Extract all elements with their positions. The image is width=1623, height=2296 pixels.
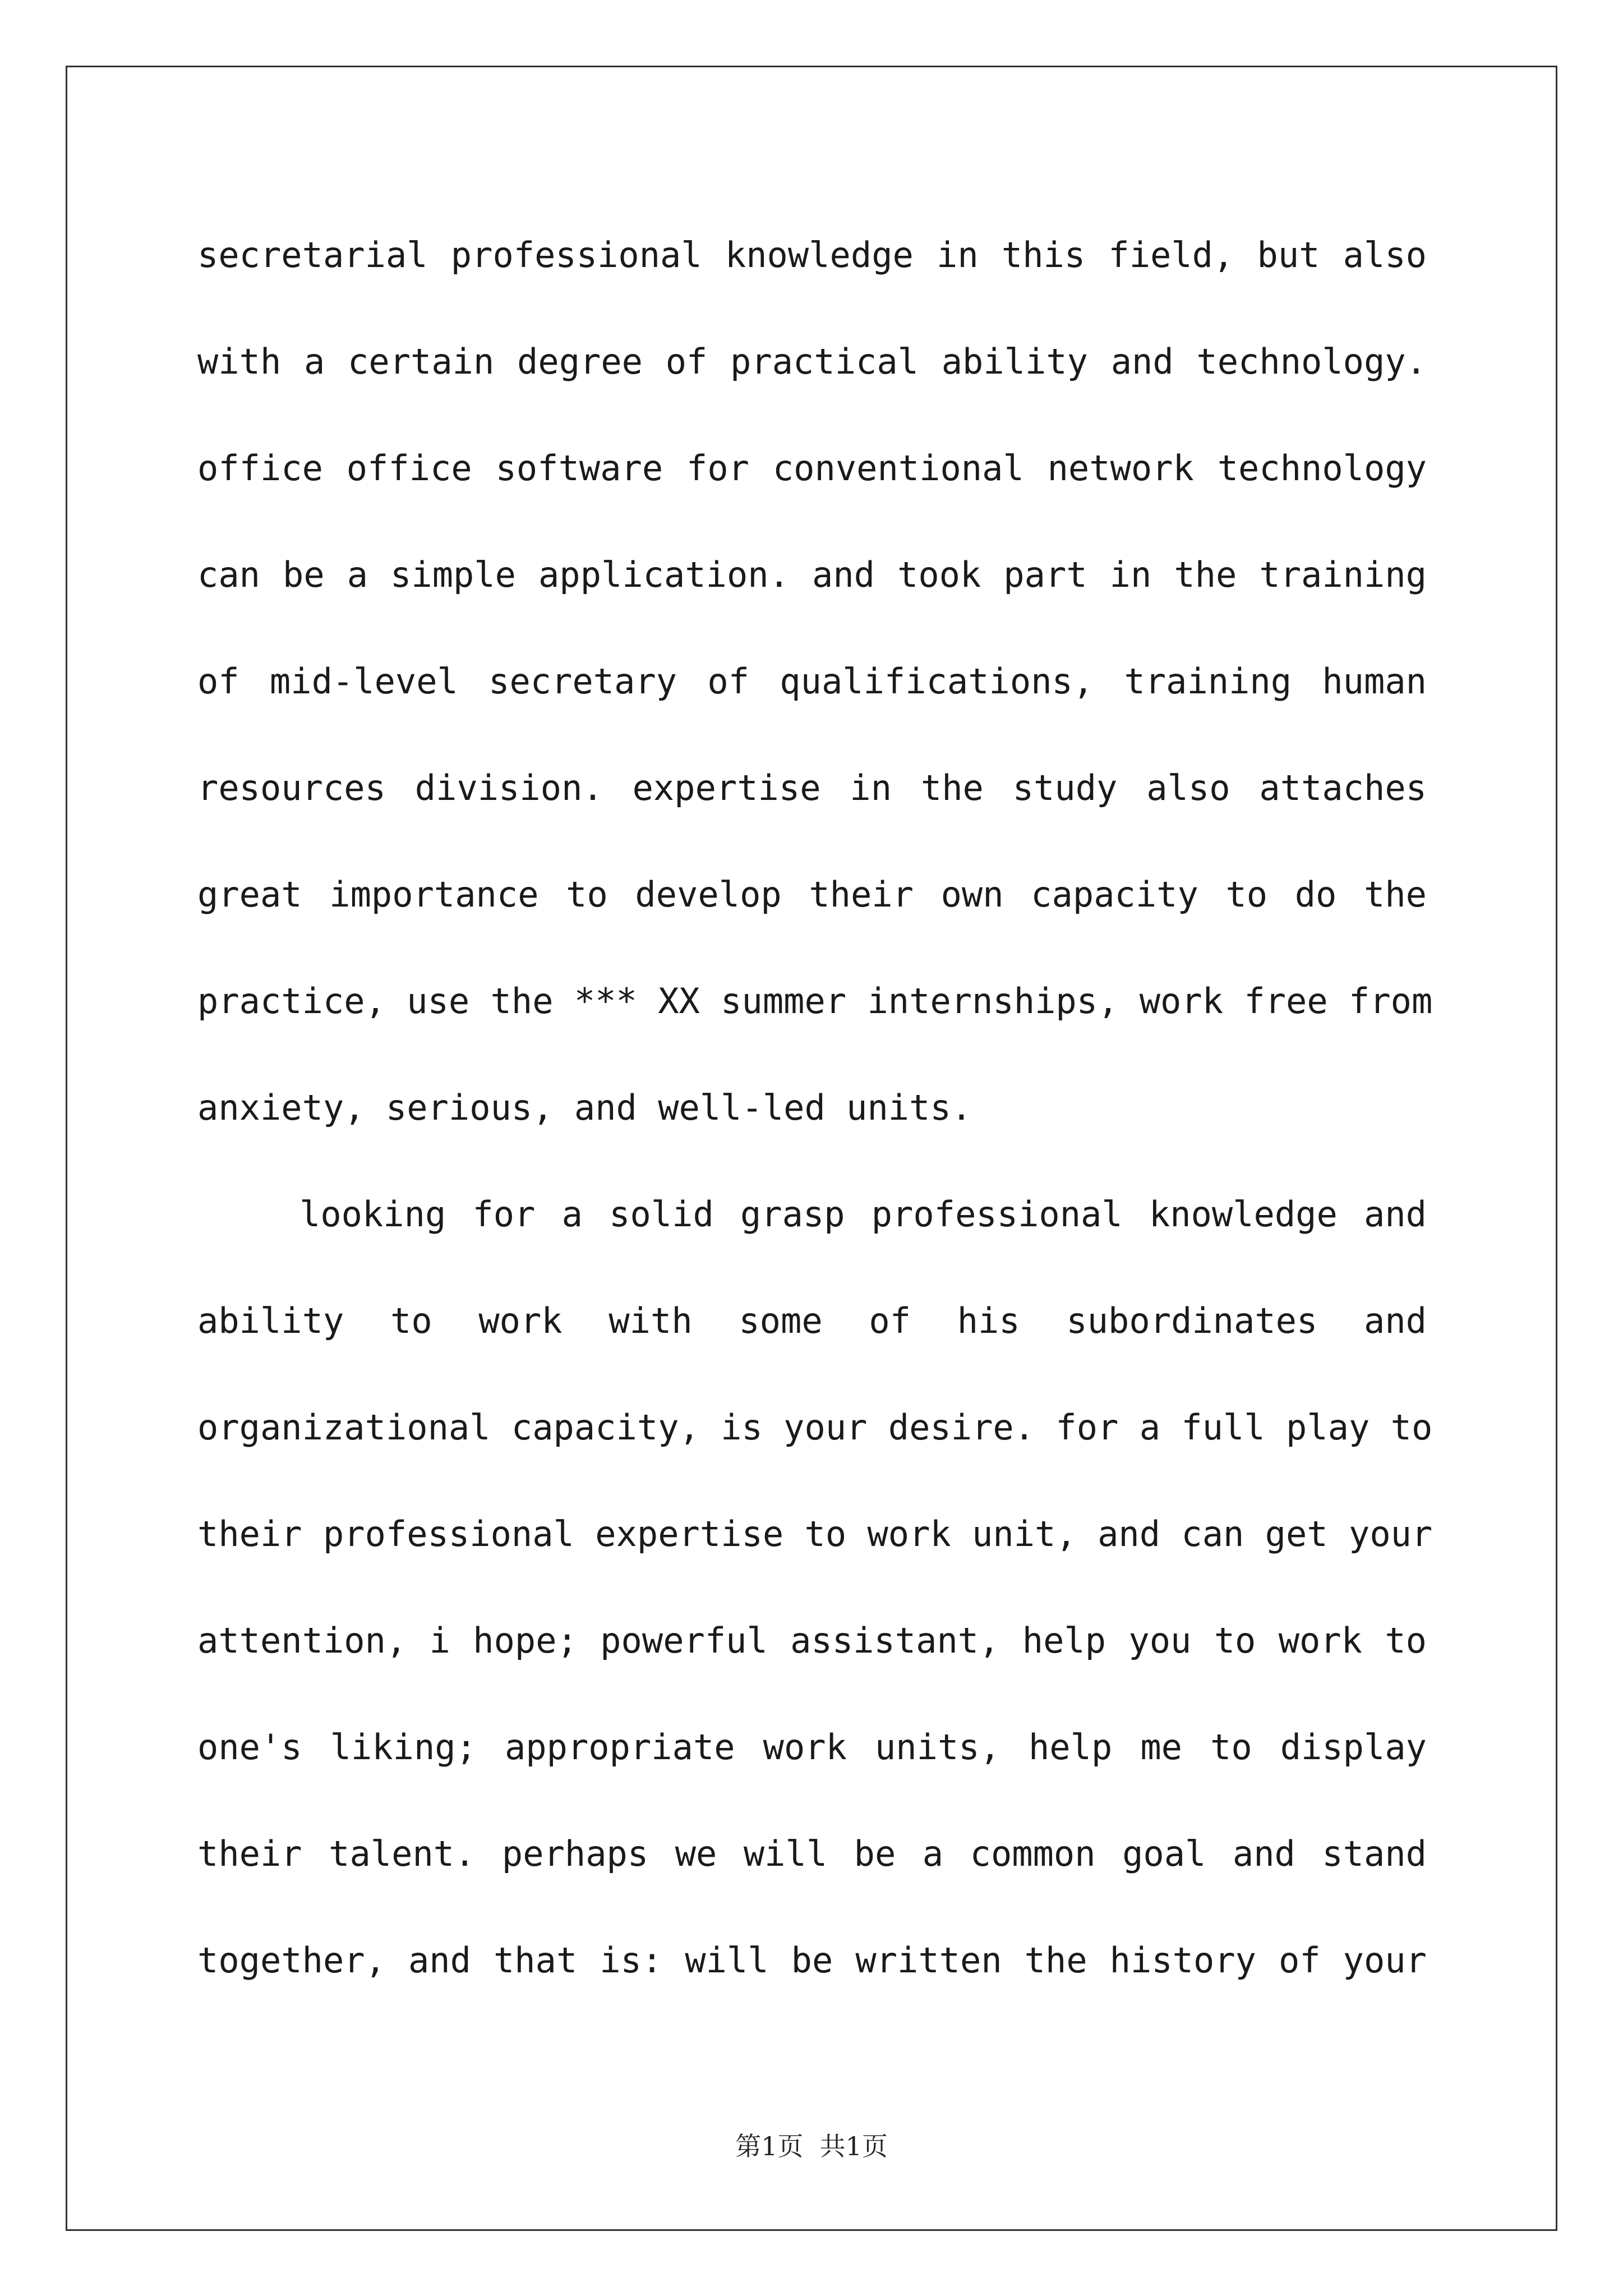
body-text (197, 202, 1433, 2014)
text-line-paragraph-start: looking for a solid grasp professional knowledge and (299, 1194, 1427, 1235)
text-line-paragraph-end: anxiety, serious, and well-led units. (197, 1087, 972, 1128)
text-line: of mid-level secretary of qualifications, training human (197, 661, 1427, 702)
text-line: organizational capacity, is your desire. for a full play to (197, 1407, 1433, 1448)
text-line: resources division. expertise in the study also attaches (197, 767, 1427, 808)
text-line: practice, use the *** XX summer internships, work free from (197, 981, 1433, 1022)
text-line: attention, i hope; powerful assistant, help you to work to (197, 1620, 1427, 1661)
text-line: with a certain degree of practical ability and technology. (197, 341, 1427, 382)
text-line: ability to work with some of his subordinates and (197, 1300, 1427, 1341)
text-line: great importance to develop their own capacity to do the (197, 874, 1427, 915)
text-line: secretarial professional knowledge in this field, but also (197, 234, 1427, 275)
text-line: their professional expertise to work unit, and can get your (197, 1513, 1433, 1554)
text-line: can be a simple application. and took part in the training (197, 554, 1427, 595)
text-line: together, and that is: will be written the history of your (197, 1940, 1427, 1981)
text-line: office office software for conventional network technology (197, 448, 1427, 489)
text-line: one's liking; appropriate work units, help me to display (197, 1727, 1427, 1768)
page-number-footer: 第1页 共1页 (735, 2131, 888, 2161)
text-line: their talent. perhaps we will be a common goal and stand (197, 1833, 1427, 1874)
